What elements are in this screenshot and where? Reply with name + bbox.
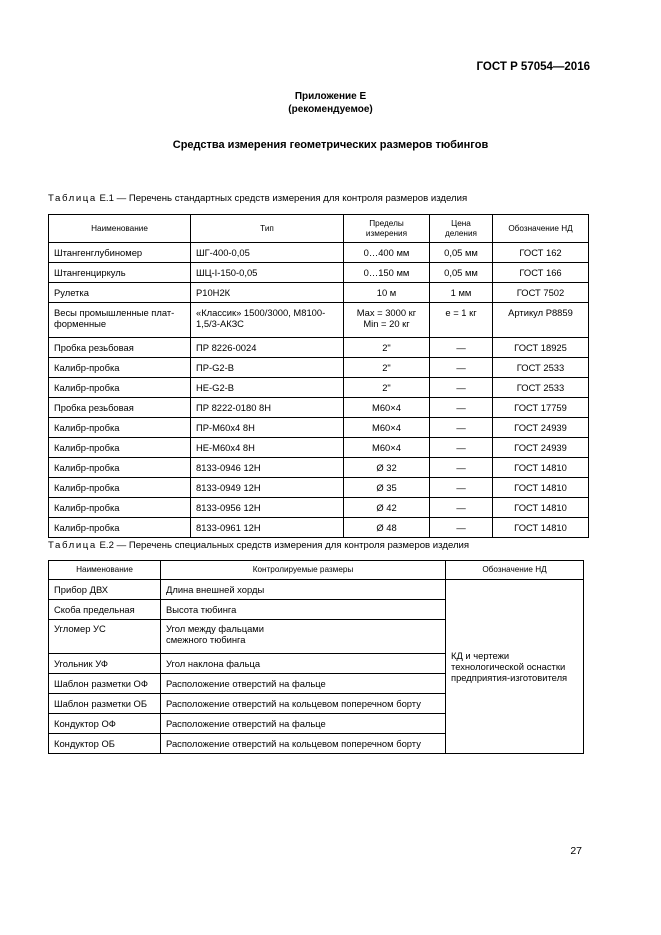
cell-range: 2" [344, 358, 430, 378]
cell-name: Прибор ДВХ [49, 580, 161, 600]
cell-type: ПР-М60х4 8Н [191, 418, 344, 438]
cell-nd: Артикул Р8859 [493, 303, 589, 338]
table-row [49, 263, 589, 283]
table2-caption-text: Е.2 — Перечень специальных средств измерения для контроля размеров изделия [99, 540, 470, 551]
cell-range: М60×4 [344, 438, 430, 458]
table1-caption [48, 193, 467, 204]
cell-nd: ГОСТ 24939 [493, 438, 589, 458]
cell-name: Шаблон разметки ОФ [49, 674, 161, 694]
column-header: Обозначение НД [446, 561, 584, 580]
cell-name: Калибр-пробка [49, 358, 191, 378]
cell-type: ПР 8222-0180 8Н [191, 398, 344, 418]
cell-name: Калибр-пробка [49, 378, 191, 398]
section-title: Средства измерения геометрических размеров тюбингов [172, 139, 489, 151]
cell-division: — [430, 438, 493, 458]
cell-name: Кондуктор ОФ [49, 714, 161, 734]
cell-range: Max = 3000 кг Min = 20 кг [344, 303, 430, 338]
cell-name: Угольник УФ [49, 654, 161, 674]
cell-division: — [430, 458, 493, 478]
cell-division: — [430, 418, 493, 438]
column-header: Пределы измерения [344, 215, 430, 243]
cell-name: Калибр-пробка [49, 458, 191, 478]
cell-name: Штангенциркуль [49, 263, 191, 283]
appendix-title: Приложение Е [294, 91, 367, 102]
cell-name: Кондуктор ОБ [49, 734, 161, 754]
table-row [49, 458, 589, 478]
table-row [49, 418, 589, 438]
table2-caption [48, 540, 469, 551]
column-header: Наименование [49, 215, 191, 243]
cell-division: — [430, 358, 493, 378]
cell-nd: ГОСТ 166 [493, 263, 589, 283]
cell-range: М60×4 [344, 398, 430, 418]
document-code: ГОСТ Р 57054—2016 [476, 61, 590, 73]
cell-name: Калибр-пробка [49, 498, 191, 518]
special-instruments-table [48, 560, 584, 754]
cell-division: e = 1 кг [430, 303, 493, 338]
cell-controlled-size: Длина внешней хорды [161, 580, 446, 600]
cell-nd: ГОСТ 7502 [493, 283, 589, 303]
cell-range: Ø 42 [344, 498, 430, 518]
cell-range: 0…150 мм [344, 263, 430, 283]
standard-instruments-table [48, 214, 589, 538]
cell-type: 8133-0956 12Н [191, 498, 344, 518]
cell-division: — [430, 518, 493, 538]
cell-controlled-size: Угол между фальцами смежного тюбинга [161, 620, 446, 654]
cell-controlled-size: Расположение отверстий на кольцевом поперечном борту [161, 734, 446, 754]
table-row [49, 518, 589, 538]
cell-type: НЕ-G2-В [191, 378, 344, 398]
table-row [49, 438, 589, 458]
cell-nd: ГОСТ 14810 [493, 518, 589, 538]
cell-division: — [430, 498, 493, 518]
cell-range: 0…400 мм [344, 243, 430, 263]
cell-division: 0,05 мм [430, 243, 493, 263]
cell-range: Ø 35 [344, 478, 430, 498]
cell-name: Калибр-пробка [49, 438, 191, 458]
cell-name: Скоба предельная [49, 600, 161, 620]
column-header: Цена деления [430, 215, 493, 243]
table-row [49, 358, 589, 378]
table-row [49, 283, 589, 303]
cell-controlled-size: Угол наклона фальца [161, 654, 446, 674]
appendix-subtitle: (рекомендуемое) [288, 104, 373, 115]
table-row [49, 580, 584, 600]
cell-range: Ø 48 [344, 518, 430, 538]
cell-range: 2" [344, 338, 430, 358]
table2-caption-label: Таблица [48, 540, 97, 551]
cell-type: 8133-0961 12Н [191, 518, 344, 538]
cell-nd: ГОСТ 24939 [493, 418, 589, 438]
cell-range: 10 м [344, 283, 430, 303]
cell-name: Рулетка [49, 283, 191, 303]
table1-caption-text: Е.1 — Перечень стандартных средств измерения для контроля размеров изделия [99, 193, 468, 204]
page-number: 27 [570, 845, 582, 857]
cell-division: — [430, 378, 493, 398]
table1-caption-label: Таблица [48, 193, 97, 204]
cell-division: 1 мм [430, 283, 493, 303]
cell-nd: ГОСТ 14810 [493, 478, 589, 498]
cell-name: Пробка резьбовая [49, 338, 191, 358]
cell-nd: ГОСТ 14810 [493, 458, 589, 478]
cell-nd: ГОСТ 2533 [493, 378, 589, 398]
cell-name: Весы промышленные плат-форменные [49, 303, 191, 338]
table-header-row [49, 215, 589, 243]
cell-name: Калибр-пробка [49, 478, 191, 498]
cell-type: ШГ-400-0,05 [191, 243, 344, 263]
cell-controlled-size: Расположение отверстий на кольцевом поперечном борту [161, 694, 446, 714]
cell-controlled-size: Расположение отверстий на фальце [161, 674, 446, 694]
column-header: Контролируемые размеры [161, 561, 446, 580]
cell-type: ПР-G2-В [191, 358, 344, 378]
cell-type: 8133-0949 12Н [191, 478, 344, 498]
cell-type: ШЦ-I-150-0,05 [191, 263, 344, 283]
cell-name: Угломер УС [49, 620, 161, 654]
table-header-row [49, 561, 584, 580]
cell-name: Шаблон разметки ОБ [49, 694, 161, 714]
table-row [49, 303, 589, 338]
cell-division: 0,05 мм [430, 263, 493, 283]
cell-division: — [430, 338, 493, 358]
cell-controlled-size: Высота тюбинга [161, 600, 446, 620]
cell-type: НЕ-М60х4 8Н [191, 438, 344, 458]
table-row [49, 378, 589, 398]
cell-range: 2" [344, 378, 430, 398]
cell-nd: ГОСТ 2533 [493, 358, 589, 378]
cell-nd: ГОСТ 17759 [493, 398, 589, 418]
cell-nd: ГОСТ 14810 [493, 498, 589, 518]
cell-controlled-size: Расположение отверстий на фальце [161, 714, 446, 734]
cell-nd-merged: КД и чертежи технологической оснастки предприятия-изготовителя [446, 580, 584, 754]
column-header: Обозначение НД [493, 215, 589, 243]
cell-type: «Классик» 1500/3000, М8100-1,5/3-АКЗС [191, 303, 344, 338]
column-header: Тип [191, 215, 344, 243]
table-row [49, 243, 589, 263]
table-row [49, 478, 589, 498]
cell-name: Штангенглубиномер [49, 243, 191, 263]
cell-type: ПР 8226-0024 [191, 338, 344, 358]
cell-range: Ø 32 [344, 458, 430, 478]
cell-range: М60×4 [344, 418, 430, 438]
table-row [49, 398, 589, 418]
cell-name: Калибр-пробка [49, 418, 191, 438]
cell-division: — [430, 478, 493, 498]
cell-name: Пробка резьбовая [49, 398, 191, 418]
cell-division: — [430, 398, 493, 418]
column-header: Наименование [49, 561, 161, 580]
cell-type: Р10Н2К [191, 283, 344, 303]
cell-nd: ГОСТ 162 [493, 243, 589, 263]
cell-type: 8133-0946 12Н [191, 458, 344, 478]
cell-nd: ГОСТ 18925 [493, 338, 589, 358]
table-row [49, 338, 589, 358]
cell-name: Калибр-пробка [49, 518, 191, 538]
table-row [49, 498, 589, 518]
